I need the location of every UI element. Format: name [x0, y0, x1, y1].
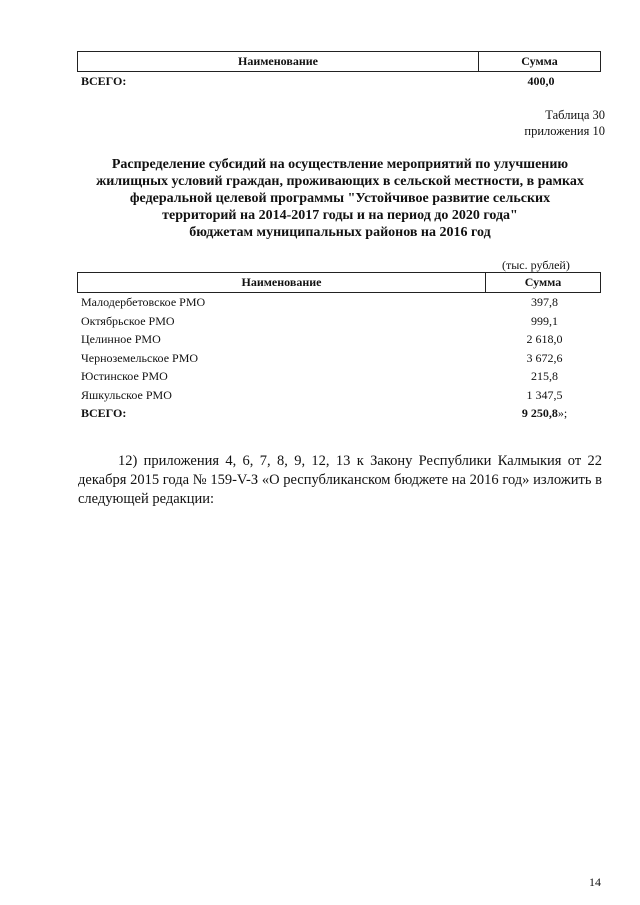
appendix-reference: приложения 10 [524, 124, 605, 138]
header-name: Наименование [78, 52, 479, 71]
total-label: ВСЕГО: [81, 74, 127, 88]
subsidy-table-header [77, 272, 601, 293]
table-row [77, 349, 601, 368]
row-sum: 397,8 [531, 295, 558, 309]
closing-quote: »; [557, 406, 568, 420]
table-total-row [77, 404, 601, 423]
subsidy-table [77, 272, 601, 423]
row-sum: 1 347,5 [526, 387, 563, 402]
table-row [77, 330, 601, 349]
title-line: бюджетам муниципальных районов на 2016 год [189, 225, 491, 240]
table-caption [524, 107, 605, 139]
title-line: федеральной целевой программы "Устойчивое развитие сельских [129, 191, 551, 206]
header-sum: Сумма [521, 54, 558, 68]
title-line: Распределение субсидий на осуществление мероприятий по улучшению [111, 157, 569, 172]
table-number: Таблица 30 [545, 108, 605, 122]
row-sum: 999,1 [531, 313, 558, 328]
previous-table [77, 51, 601, 90]
amendment-paragraph: 12) приложения 4, 6, 7, 8, 9, 12, 13 к Закону Республики Калмыкия от 22 декабря 2015 года № 159-V-З «О республиканском бюджете на 2016 год» изложить в следующей редакции: [78, 453, 602, 507]
total-value: 400,0 [527, 74, 555, 88]
row-sum: 2 618,0 [526, 332, 563, 346]
title-line: территорий на 2014-2017 годы и на период до 2020 года" [162, 208, 518, 223]
table-row [77, 386, 601, 405]
total-label: ВСЕГО: [81, 406, 127, 420]
total-value: 9 250,8 [521, 406, 558, 420]
table-row [77, 293, 601, 312]
header-sum: Сумма [524, 275, 562, 289]
total-cell [488, 404, 601, 423]
units-label: (тыс. рублей) [502, 258, 570, 272]
row-name: Малодербетовское РМО [81, 295, 206, 309]
row-name: Юстинское РМО [81, 369, 168, 383]
header-name: Наименование [78, 273, 486, 292]
row-sum: 3 672,6 [526, 350, 563, 365]
table-title [70, 156, 610, 241]
table-row [77, 312, 601, 331]
title-line: жилищных условий граждан, проживающих в сельской местности, в рамках [96, 174, 584, 189]
row-sum: 215,8 [531, 369, 558, 383]
row-name: Черноземельское РМО [81, 350, 199, 365]
row-name: Октябрьское РМО [81, 313, 175, 328]
previous-table-header [77, 51, 601, 72]
row-name: Целинное РМО [81, 332, 161, 346]
row-name: Яшкульское РМО [81, 387, 172, 402]
table-row [77, 367, 601, 386]
page-number: 14 [589, 875, 601, 889]
previous-table-total-row [77, 72, 601, 90]
